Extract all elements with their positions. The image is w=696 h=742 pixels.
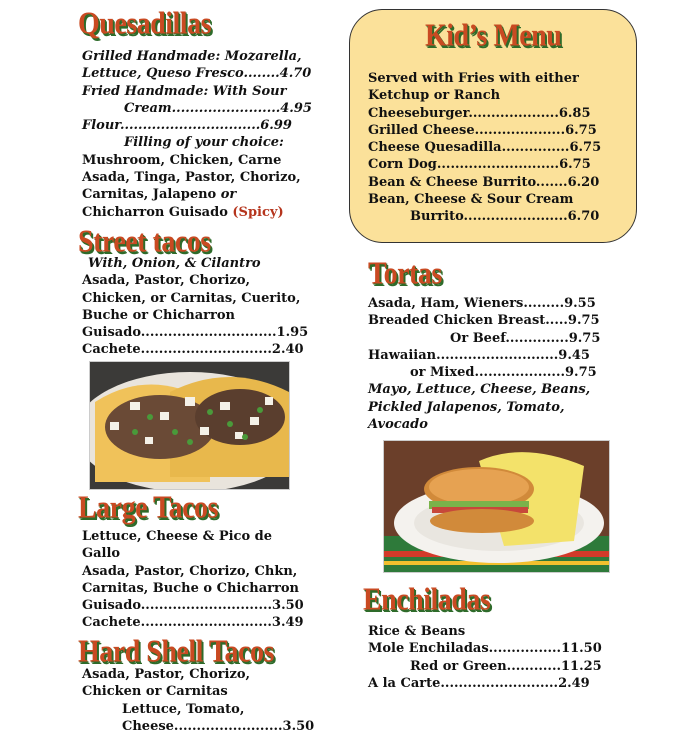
enchiladas-section	[368, 623, 602, 692]
menu-line: Flour...............................6.99	[82, 118, 292, 134]
menu-line: Guisado.............................3.50	[82, 598, 304, 614]
menu-line: Breaded Chicken Breast.....9.75	[368, 313, 600, 329]
menu-line: Lettuce, Queso Fresco........4.70	[82, 66, 312, 82]
tortas-section	[368, 295, 600, 433]
menu-line: Cheese Quesadilla...............6.75	[368, 140, 602, 156]
kids-menu-box	[349, 9, 637, 243]
menu-line: Served with Fries with either	[368, 71, 579, 86]
menu-line: or Mixed....................9.75	[410, 365, 597, 381]
tortas-heading: Tortas	[368, 256, 442, 292]
hard-shell-heading: Hard Shell Tacos	[78, 634, 274, 670]
fill-text: Chicharron Guisado	[82, 204, 233, 220]
menu-line: Carnitas, Buche o Chicharron	[82, 580, 299, 596]
menu-line: Grilled Cheese....................6.75	[368, 122, 597, 138]
menu-line: Buche or Chicharron	[82, 307, 235, 323]
menu-line: Cachete.............................3.49	[82, 615, 304, 631]
tacos-photo	[89, 361, 290, 490]
menu-line: Grilled Handmade: Mozarella,	[82, 49, 302, 64]
menu-line	[82, 204, 312, 221]
menu-line: Fried Handmade: With Sour	[82, 83, 287, 99]
menu-line: Cheeseburger....................6.85	[368, 105, 591, 121]
torta-photo	[383, 440, 610, 573]
menu-line: Gallo	[82, 546, 121, 562]
menu-line: Asada, Pastor, Chorizo,	[82, 667, 251, 682]
menu-line: Cream........................4.95	[124, 100, 312, 116]
menu-line: Or Beef..............9.75	[450, 330, 601, 346]
tortas-description: Avocado	[368, 417, 428, 433]
enchiladas-heading: Enchiladas	[363, 582, 491, 618]
street-tacos-subtitle: With, Onion, & Cilantro	[88, 256, 261, 271]
menu-line: Asada, Pastor, Chorizo,	[82, 273, 251, 289]
menu-line: Asada, Tinga, Pastor, Chorizo,	[82, 170, 301, 186]
street-tacos-section	[82, 255, 308, 359]
menu-line: Chicken or Carnitas	[82, 684, 228, 700]
large-tacos-heading: Large Tacos	[78, 490, 218, 526]
menu-line: Asada, Ham, Wieners.........9.55	[368, 296, 596, 311]
menu-line: Asada, Pastor, Chorizo, Chkn,	[82, 563, 298, 579]
menu-line: Cheese........................3.50	[122, 718, 315, 734]
kids-menu-heading: Kid’s Menu	[425, 18, 562, 54]
street-tacos-heading: Street tacos	[78, 224, 211, 260]
menu-line: Burrito.......................6.70	[410, 209, 600, 225]
filling-label: Filling of your choice:	[124, 135, 284, 151]
menu-line: Lettuce, Tomato,	[122, 701, 245, 717]
menu-line: Mole Enchiladas................11.50	[368, 641, 602, 657]
menu-line: Red or Green............11.25	[410, 658, 602, 674]
tortas-description: Pickled Jalapenos, Tomato,	[368, 399, 565, 415]
menu-line: Chicken, or Carnitas, Cuerito,	[82, 290, 301, 306]
menu-line: Lettuce, Cheese & Pico de	[82, 529, 273, 544]
menu-line: Cachete.............................2.40	[82, 342, 304, 358]
menu-line: Corn Dog...........................6.75	[368, 157, 591, 173]
fill-text: Carnitas, Jalapeno	[82, 187, 221, 203]
hard-shell-section	[82, 666, 314, 735]
or-text: or	[220, 187, 237, 203]
large-tacos-section	[82, 528, 304, 632]
menu-line: Bean, Cheese & Sour Cream	[368, 192, 574, 208]
menu-line: A la Carte..........................2.49	[368, 675, 590, 691]
menu-line: Ketchup or Ranch	[368, 88, 501, 104]
menu-line: Guisado..............................1.95	[82, 325, 309, 341]
quesadillas-heading: Quesadillas	[78, 6, 211, 42]
menu-line: Bean & Cheese Burrito.......6.20	[368, 174, 600, 190]
spicy-label: (Spicy)	[232, 204, 284, 220]
menu-line: Rice & Beans	[368, 624, 466, 639]
menu-line: Mushroom, Chicken, Carne	[82, 152, 282, 168]
tortas-description: Mayo, Lettuce, Cheese, Beans,	[368, 382, 591, 398]
menu-line	[82, 186, 312, 203]
menu-line: Hawaiian...........................9.45	[368, 347, 590, 363]
kids-menu-items	[368, 70, 601, 226]
quesadillas-section	[82, 48, 312, 221]
